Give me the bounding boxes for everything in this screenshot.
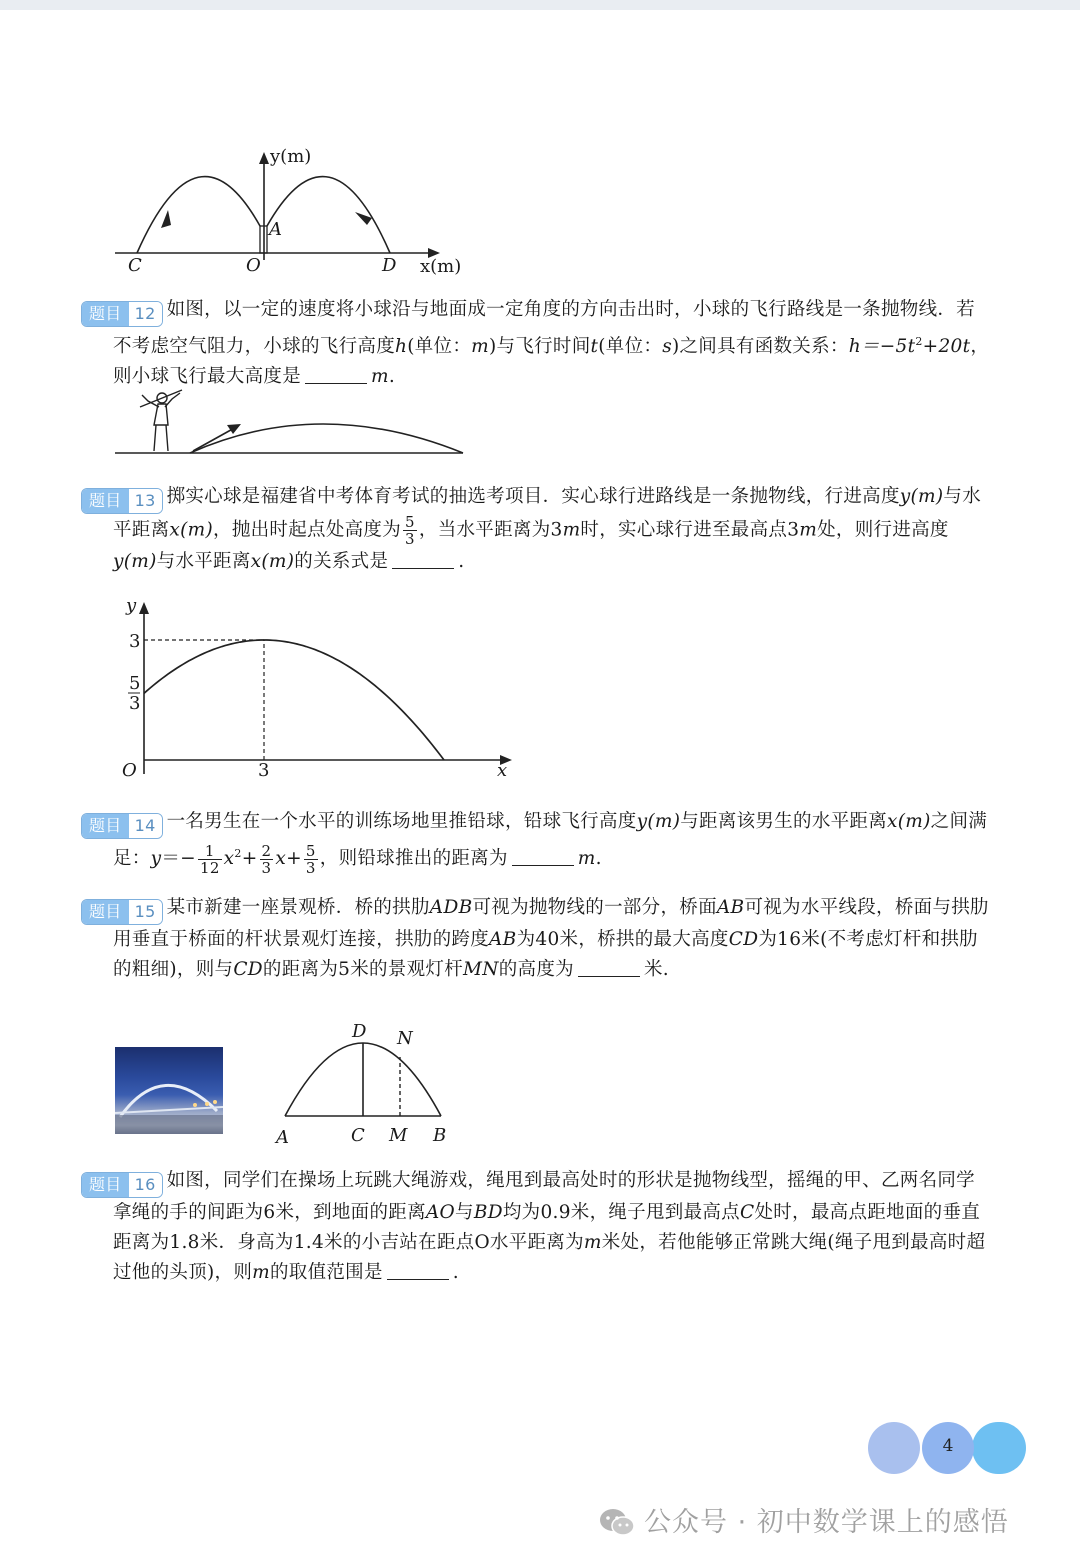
q15-text: 的高度为	[498, 959, 574, 980]
denominator: 12	[199, 858, 220, 877]
label-d: D	[382, 255, 397, 276]
figure-bridge-arch	[268, 1015, 458, 1150]
period: .	[458, 551, 465, 572]
figure-shotput-parabola	[112, 594, 522, 790]
q16-text: 处时，最高点距地面的垂直距离为1.8米．身高为1.4米的小吉站在距点O水平距离为	[113, 1202, 981, 1253]
top-bar	[0, 0, 1080, 10]
label-adb: ADB	[429, 897, 473, 918]
q12-text: )之间具有函数关系：	[671, 336, 849, 358]
var-m: m	[252, 1262, 270, 1283]
page-indicator-prev[interactable]	[868, 1422, 920, 1474]
label-mn: MN	[463, 959, 499, 980]
tag-label: 题目	[82, 302, 129, 326]
q14-text: 之间满足：	[113, 811, 988, 870]
var-x: x(m)	[887, 811, 931, 832]
tag-number: 16	[129, 1173, 162, 1197]
tag-label: 题目	[82, 814, 129, 838]
tag-label: 题目	[82, 489, 129, 513]
period: .	[595, 848, 602, 870]
q13-text: 处，则行进高度	[817, 519, 949, 541]
q14-text: 一名男生在一个水平的训练场地里推铅球，铅球飞行高度	[166, 811, 637, 832]
question-12	[89, 295, 993, 392]
var-y: y	[150, 848, 162, 870]
q15-text: 某市新建一座景观桥．桥的拱肋	[166, 897, 430, 918]
tick-label-y-3: 3	[129, 631, 141, 652]
tag-number: 12	[129, 302, 162, 326]
q16-text: 米处，若他能够正常跳大绳(绳子甩到最高时超过他的头顶)，则	[113, 1232, 986, 1283]
denominator: 3	[405, 530, 415, 548]
plus: +	[241, 848, 258, 870]
tag-number: 15	[129, 900, 162, 924]
label-bd: BD	[473, 1202, 503, 1223]
wechat-icon	[598, 1507, 636, 1537]
page-indicator-next[interactable]	[972, 1422, 1026, 1474]
left-arrow	[161, 210, 171, 228]
var-t: t	[590, 336, 599, 358]
q15-text: 的距离为5米的景观灯杆	[262, 959, 463, 980]
var-y: y(m)	[113, 551, 157, 572]
q13-text: 与水平距离	[113, 486, 982, 541]
right-parabola	[267, 177, 390, 253]
figure-golfer	[110, 385, 470, 460]
q13-text: 时，实心球行进至最高点3	[580, 519, 800, 541]
answer-blank	[305, 367, 367, 384]
label-ao: AO	[425, 1202, 456, 1223]
equals-minus: ＝−	[161, 848, 196, 870]
q13-text: 的关系式是	[294, 551, 389, 572]
unit-m: m	[371, 366, 389, 388]
label-o: O	[246, 255, 261, 276]
unit-s: s	[662, 336, 672, 358]
tag-number: 14	[129, 814, 162, 838]
unit-m: m	[577, 848, 596, 870]
footer-watermark	[598, 1500, 1009, 1539]
formula-part: h＝−5t	[848, 336, 916, 358]
unit-m: m	[562, 519, 581, 541]
q13-text: ，当水平距离为3	[418, 519, 563, 541]
bridge-photo-art	[115, 1047, 223, 1134]
unit-m: m	[799, 519, 818, 541]
question-tag	[81, 899, 163, 925]
question-13	[89, 482, 993, 577]
label-c: C	[739, 1202, 755, 1223]
tag-label: 题目	[82, 900, 129, 924]
origin-label: O	[122, 760, 137, 781]
answer-blank	[392, 552, 454, 569]
tag-number: 13	[129, 489, 162, 513]
q15-text: 可视为抛物线的一部分，桥面	[472, 897, 717, 918]
question-tag	[81, 813, 163, 839]
exponent: 2	[915, 335, 923, 348]
q15-text: 为40米，桥拱的最大高度	[516, 929, 729, 950]
question-tag	[81, 301, 163, 327]
q16-text: 如图，同学们在操场上玩跳大绳游戏，绳甩到最高处时的形状是抛物线型，摇绳的甲、乙两名同学拿绳的手的间距为6米，到地面的距离	[113, 1170, 975, 1223]
tick-label-y-frac-num: 5	[129, 673, 141, 694]
label-y-m: y(m)	[270, 146, 312, 167]
var-x: x(m)	[169, 519, 214, 541]
q14-text: 与距离该男生的水平距离	[680, 811, 888, 832]
label-a: A	[269, 219, 282, 240]
var-h: h	[395, 336, 408, 358]
tag-label: 题目	[82, 1173, 129, 1197]
label-b: B	[433, 1125, 447, 1146]
var-x: x	[223, 848, 235, 870]
fraction	[198, 843, 222, 876]
question-tag	[81, 488, 163, 514]
direction-arrow-head	[227, 424, 241, 434]
plus: +	[286, 848, 302, 870]
label-n: N	[397, 1028, 413, 1049]
q12-text: ，则小球飞行最大高度是	[113, 336, 990, 388]
q13-text: ，抛出时起点处高度为	[213, 519, 402, 541]
q15-text: 为16米(不考虑灯杆和拱肋的粗细)，则与	[113, 929, 978, 980]
answer-blank	[387, 1263, 449, 1280]
label-a: A	[276, 1127, 289, 1148]
var-m: m	[583, 1232, 602, 1253]
formula-part: +20t	[922, 336, 971, 358]
q14-text: ，则铅球推出的距离为	[319, 848, 508, 870]
label-x-m: x(m)	[420, 256, 462, 277]
fraction	[403, 514, 417, 547]
axis-label-x: x	[497, 760, 508, 781]
numerator: 5	[305, 841, 316, 860]
footer-text: 公众号 · 初中数学课上的感悟	[644, 1507, 1009, 1538]
q12-text: )与飞行时间	[489, 336, 591, 358]
label-d: D	[352, 1021, 367, 1042]
golfer-icon	[140, 390, 182, 451]
question-tag	[81, 1172, 163, 1198]
tick-label-y-frac-den: 3	[129, 693, 141, 714]
unit-m: m	[471, 336, 489, 358]
q12-text: (单位：	[598, 336, 663, 358]
axis-label-y: y	[126, 595, 137, 616]
label-ab: AB	[489, 929, 517, 950]
fraction	[304, 843, 318, 876]
question-16	[89, 1166, 993, 1288]
figure-projectile-axes	[110, 140, 470, 280]
q16-text: 与	[455, 1202, 474, 1223]
q15-text: 可视为水平线段，桥面与拱肋用垂直于桥面的杆状景观灯连接，拱肋的跨度	[113, 897, 989, 950]
label-cd: CD	[728, 929, 759, 950]
tick-label-x-3: 3	[258, 760, 270, 781]
var-x: x	[275, 848, 287, 870]
period: .	[452, 1262, 459, 1283]
answer-blank	[512, 849, 574, 866]
parabola-curve	[144, 640, 444, 760]
var-y: y(m)	[636, 811, 681, 832]
q13-text: 与水平距离	[156, 551, 251, 572]
period: .	[388, 366, 396, 388]
bridge-photo	[115, 1047, 223, 1134]
question-14	[89, 807, 993, 877]
q16-text: 的取值范围是	[269, 1262, 383, 1283]
page-number: 4	[942, 1436, 954, 1456]
label-c: C	[128, 255, 142, 276]
label-cd: CD	[233, 959, 263, 980]
var-x: x(m)	[250, 551, 295, 572]
q16-text: 均为0.9米，绳子甩到最高点	[502, 1202, 740, 1223]
period: .	[662, 959, 669, 980]
q13-text: 掷实心球是福建省中考体育考试的抽选考项目．实心球行进路线是一条抛物线，行进高度	[166, 486, 900, 507]
var-y: y(m)	[899, 486, 944, 507]
numerator: 2	[261, 841, 272, 860]
numerator: 5	[405, 513, 415, 531]
label-m: M	[389, 1125, 408, 1146]
q12-text: 如图，以一定的速度将小球沿与地面成一定角度的方向击出时，小球的飞行路线是一条抛物线．若不考虑空气阻力，小球的飞行高度	[113, 299, 975, 358]
denominator: 3	[305, 858, 316, 877]
label-c: C	[351, 1125, 365, 1146]
y-axis-arrow	[139, 602, 149, 614]
label-ab: AB	[716, 897, 745, 918]
unit-meter: 米	[643, 959, 663, 980]
q12-text: (单位：	[407, 336, 472, 358]
denominator: 3	[261, 858, 272, 877]
fraction	[260, 843, 274, 876]
question-15	[89, 893, 993, 985]
numerator: 1	[198, 843, 222, 860]
answer-blank	[578, 960, 640, 977]
y-axis-arrow	[259, 152, 269, 164]
left-parabola	[137, 177, 260, 253]
exponent: 2	[234, 847, 242, 860]
